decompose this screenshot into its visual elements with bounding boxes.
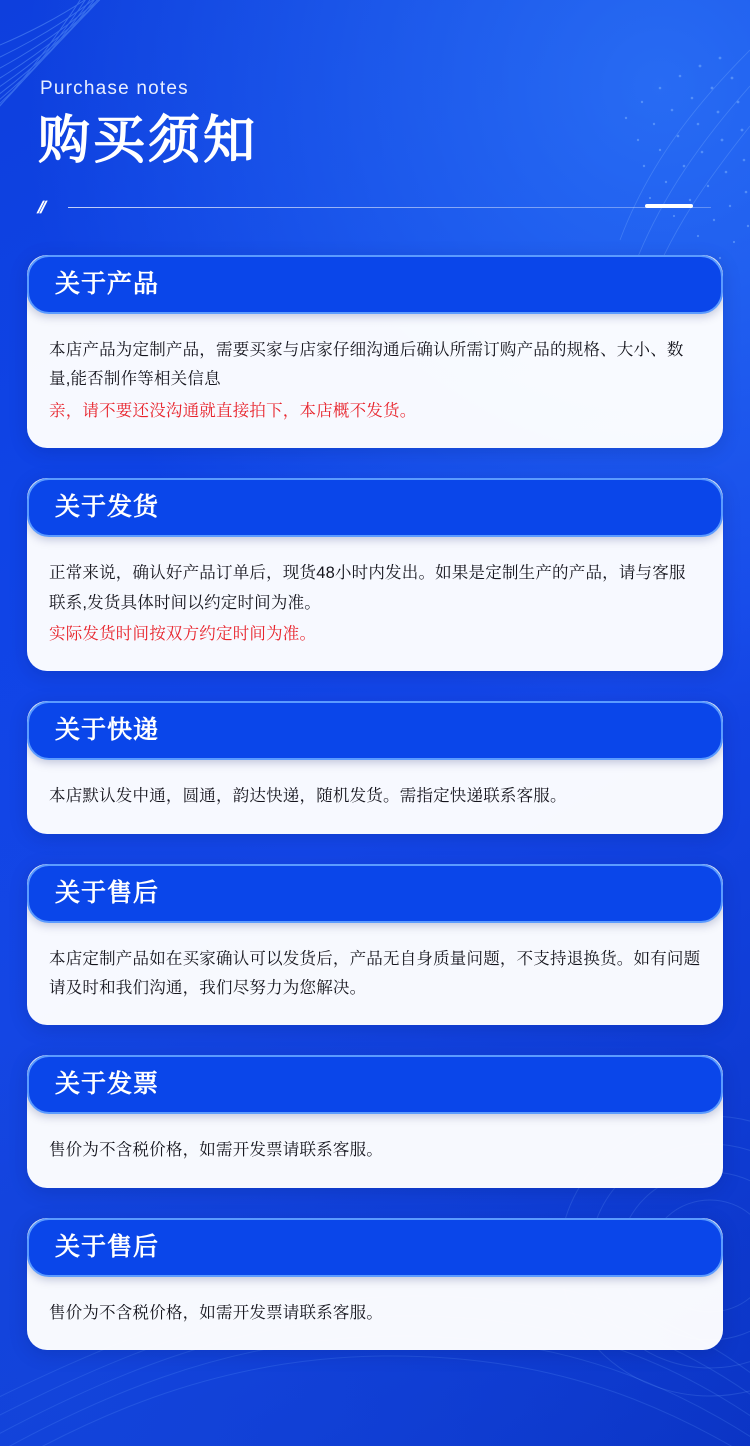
note-text: 售价为不含税价格，如需开发票请联系客服。 bbox=[49, 1303, 383, 1322]
note-card bbox=[27, 864, 723, 1026]
note-text: 售价为不含税价格，如需开发票请联系客服。 bbox=[49, 1141, 383, 1160]
note-card-body bbox=[27, 314, 723, 448]
note-card bbox=[27, 255, 723, 448]
note-card-body bbox=[27, 1114, 723, 1187]
note-text: 正常来说，确认好产品订单后，现货48小时内发出。如果是定制生产的产品，请与客服联系,发货具体时间以约定时间为准。 bbox=[49, 564, 686, 612]
note-card-body bbox=[27, 923, 723, 1026]
note-card-title: 关于售后 bbox=[55, 1232, 160, 1261]
divider-end-cap bbox=[645, 204, 693, 208]
note-card-title: 关于发票 bbox=[55, 1070, 160, 1099]
note-card-header bbox=[27, 478, 723, 537]
note-card bbox=[27, 478, 723, 671]
header-english-title: Purchase notes bbox=[40, 78, 189, 99]
note-card-body bbox=[27, 537, 723, 671]
note-card-header bbox=[27, 255, 723, 314]
page-header bbox=[0, 0, 750, 217]
header-divider bbox=[35, 197, 711, 218]
note-card-body bbox=[27, 1277, 723, 1350]
note-text: 本店产品为定制产品，需要买家与店家仔细沟通后确认所需订购产品的规格、大小、数量,能否制作等相关信息 bbox=[49, 341, 684, 389]
note-card bbox=[27, 1218, 723, 1350]
note-card-title: 关于快递 bbox=[55, 716, 160, 745]
note-card-title: 关于发货 bbox=[55, 493, 160, 522]
note-alert-text: 实际发货时间按双方约定时间为准。 bbox=[49, 624, 317, 643]
notes-card-list bbox=[0, 217, 750, 1350]
note-card bbox=[27, 1055, 723, 1187]
note-card-header bbox=[27, 864, 723, 923]
note-card-header bbox=[27, 1218, 723, 1277]
note-card-header bbox=[27, 701, 723, 760]
note-alert-text: 亲，请不要还没沟通就直接拍下，本店概不发货。 bbox=[49, 401, 417, 420]
page-title: 购买须知 bbox=[38, 112, 259, 170]
note-text: 本店默认发中通，圆通，韵达快递，随机发货。需指定快递联系客服。 bbox=[49, 787, 567, 806]
divider-line bbox=[68, 207, 711, 208]
slash-marks-icon: // bbox=[35, 198, 47, 218]
note-card-header bbox=[27, 1055, 723, 1114]
note-card-body bbox=[27, 760, 723, 833]
note-card bbox=[27, 701, 723, 833]
note-card-title: 关于售后 bbox=[55, 878, 160, 907]
note-text: 本店定制产品如在买家确认可以发货后，产品无自身质量问题，不支持退换货。如有问题请及时和我们沟通，我们尽努力为您解决。 bbox=[49, 949, 701, 997]
note-card-title: 关于产品 bbox=[55, 270, 160, 299]
